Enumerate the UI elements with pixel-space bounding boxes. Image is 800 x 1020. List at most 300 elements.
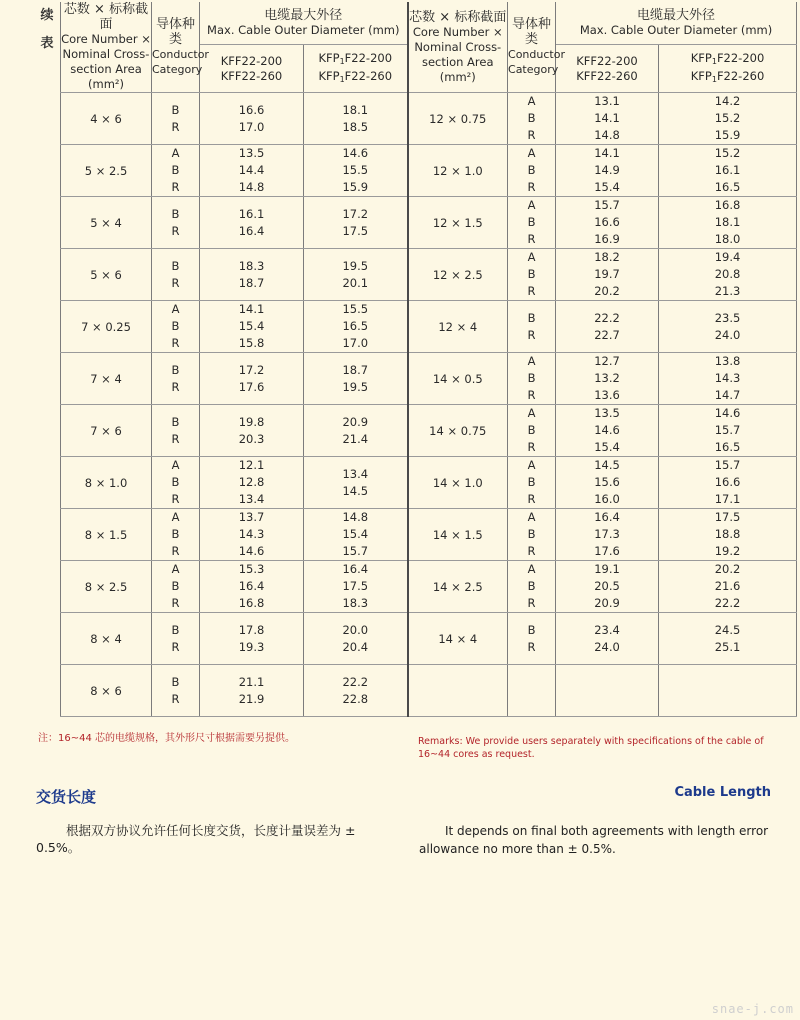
diameter-kff-cell xyxy=(556,665,659,717)
diameter-value: 13.5 xyxy=(238,146,265,160)
diameter-value: 14.4 xyxy=(238,163,265,177)
diameter-value: 12.1 xyxy=(238,458,265,472)
diameter-value: 12.7 xyxy=(594,354,620,368)
table-row xyxy=(61,93,797,145)
conductor-category: B xyxy=(527,310,536,325)
diameter-kfp-cell xyxy=(659,561,797,613)
conductor-category: B xyxy=(527,267,536,281)
diameter-value: 16.1 xyxy=(714,163,741,177)
conductor-category: R xyxy=(171,180,180,194)
diameter-value: 16.4 xyxy=(594,510,620,524)
cable-length-body-en: It depends on final both agreements with length error allowance no more than ± 0.5%. xyxy=(419,824,769,856)
diameter-value: 15.4 xyxy=(342,527,369,541)
conductor-category: B xyxy=(171,258,180,273)
conductor-category: R xyxy=(527,596,536,610)
diameter-value: 20.2 xyxy=(594,284,620,298)
conductor-category: R xyxy=(527,180,536,194)
table-row xyxy=(61,457,797,509)
conductor-category: R xyxy=(171,379,180,394)
diameter-value: 19.1 xyxy=(594,562,620,576)
diameter-kfp-cell xyxy=(304,145,408,197)
diameter-kff-cell xyxy=(556,93,659,145)
diameter-value: 13.7 xyxy=(238,510,265,524)
conductor-category: B xyxy=(527,622,536,637)
diameter-value: 22.2 xyxy=(594,310,620,325)
header-model-kfp-left: $KFP_1F22-200$ $KFP_1F22-260$ xyxy=(304,45,408,93)
diameter-kfp-cell xyxy=(304,197,408,249)
conductor-category: B xyxy=(171,414,180,429)
diameter-value: 12.8 xyxy=(238,475,265,489)
diameter-value: 22.7 xyxy=(594,327,620,342)
diameter-kfp-cell xyxy=(659,145,797,197)
diameter-value: 13.6 xyxy=(594,388,620,402)
core-size-cell: 4 × 6 xyxy=(61,93,152,145)
cable-length-body-zh: 根据双方协议允许任何长度交货，长度计量误差为 ± 0.5%。 xyxy=(36,823,356,855)
diameter-kfp-cell xyxy=(304,353,408,405)
diameter-value: 14.3 xyxy=(238,527,265,541)
diameter-kfp-cell xyxy=(659,405,797,457)
diameter-kff-cell xyxy=(200,353,304,405)
diameter-value: 24.5 xyxy=(714,622,741,637)
diameter-value: 14.5 xyxy=(342,483,369,498)
conductor-category: B xyxy=(171,102,180,117)
core-size-cell: 14 × 2.5 xyxy=(408,561,508,613)
conductor-category-cell xyxy=(152,457,200,509)
diameter-value: 15.7 xyxy=(342,544,369,558)
conductor-category: A xyxy=(527,458,536,472)
diameter-kfp-cell xyxy=(659,457,797,509)
conductor-category-cell xyxy=(508,665,556,717)
core-size-cell: 12 × 0.75 xyxy=(408,93,508,145)
diameter-value: 13.8 xyxy=(714,354,741,368)
core-size-cell: 7 × 6 xyxy=(61,405,152,457)
diameter-kff-cell xyxy=(556,457,659,509)
diameter-value: 15.4 xyxy=(238,319,265,333)
header-model-kff-left: KFF22-200 KFF22-260 xyxy=(200,45,304,93)
diameter-value: 15.4 xyxy=(594,180,620,194)
diameter-value: 20.4 xyxy=(342,639,369,654)
conductor-category: B xyxy=(171,527,180,541)
conductor-category: R xyxy=(171,544,180,558)
diameter-value: 19.8 xyxy=(238,414,265,429)
conductor-category-cell xyxy=(152,613,200,665)
table-row xyxy=(61,613,797,665)
diameter-value: 16.6 xyxy=(714,475,741,489)
conductor-category: B xyxy=(171,362,180,377)
conductor-category-cell xyxy=(152,665,200,717)
diameter-kff-cell xyxy=(556,613,659,665)
diameter-kfp-cell xyxy=(304,665,408,717)
diameter-value: 14.3 xyxy=(714,371,741,385)
diameter-kff-cell xyxy=(200,93,304,145)
diameter-value: 19.5 xyxy=(342,258,369,273)
diameter-value: 21.6 xyxy=(714,579,741,593)
diameter-value: 14.8 xyxy=(342,510,369,524)
conductor-category-cell xyxy=(152,405,200,457)
conductor-category: B xyxy=(527,111,536,125)
diameter-value: 19.4 xyxy=(714,250,741,264)
header-conductor-right: 导体种类 Conductor Category xyxy=(508,2,556,93)
header-model-kff-right: KFF22-200 KFF22-260 xyxy=(556,45,659,93)
diameter-value: 15.5 xyxy=(342,163,369,177)
conductor-category-cell xyxy=(508,457,556,509)
diameter-kff-cell xyxy=(200,249,304,301)
conductor-category: B xyxy=(527,527,536,541)
header-model-kfp-right: $KFP_1F22-200$ $KFP_1F22-260$ xyxy=(659,45,797,93)
diameter-value: 14.2 xyxy=(714,94,741,108)
diameter-value: 14.6 xyxy=(594,423,620,437)
conductor-category: B xyxy=(171,475,180,489)
diameter-value: 19.3 xyxy=(238,639,265,654)
diameter-kfp-cell xyxy=(304,457,408,509)
diameter-value: 13.5 xyxy=(594,406,620,420)
diameter-value: 19.5 xyxy=(342,379,369,394)
diameter-kff-cell xyxy=(200,509,304,561)
diameter-value: 18.2 xyxy=(594,250,620,264)
diameter-value: 14.8 xyxy=(594,128,620,142)
conductor-category: R xyxy=(527,128,536,142)
diameter-value: 16.4 xyxy=(238,579,265,593)
diameter-value: 18.3 xyxy=(238,258,265,273)
diameter-value: 18.1 xyxy=(714,215,741,229)
diameter-value: 18.3 xyxy=(342,596,369,610)
conductor-category: A xyxy=(527,146,536,160)
conductor-category-cell xyxy=(508,353,556,405)
core-size-cell: 12 × 2.5 xyxy=(408,249,508,301)
diameter-value: 20.5 xyxy=(594,579,620,593)
conductor-category: A xyxy=(527,406,536,420)
header-diameter-left: 电缆最大外径 Max. Cable Outer Diameter (mm) xyxy=(200,2,408,45)
conductor-category: R xyxy=(171,336,180,350)
diameter-kff-cell xyxy=(200,457,304,509)
conductor-category: R xyxy=(171,223,180,238)
core-size-cell: 8 × 4 xyxy=(61,613,152,665)
conductor-category: B xyxy=(527,579,536,593)
diameter-kff-cell xyxy=(556,301,659,353)
conductor-category-cell xyxy=(152,145,200,197)
core-size-cell: 5 × 2.5 xyxy=(61,145,152,197)
diameter-kfp-cell xyxy=(304,93,408,145)
diameter-kff-cell xyxy=(556,405,659,457)
footnote-en: Remarks: We provide users separately with specifications of the cable of 16~44 cores as request. xyxy=(418,736,764,760)
conductor-category: R xyxy=(171,275,180,290)
core-size-cell: 5 × 6 xyxy=(61,249,152,301)
table-row xyxy=(61,561,797,613)
conductor-category-cell xyxy=(508,197,556,249)
conductor-category: B xyxy=(527,423,536,437)
diameter-value: 20.9 xyxy=(594,596,620,610)
diameter-value: 13.4 xyxy=(342,466,369,481)
diameter-value: 18.0 xyxy=(714,232,741,246)
diameter-kfp-cell xyxy=(304,405,408,457)
conductor-category: R xyxy=(527,440,536,454)
diameter-value: 15.7 xyxy=(594,198,620,212)
diameter-kff-cell xyxy=(200,405,304,457)
conductor-category: B xyxy=(527,163,536,177)
diameter-value: 18.8 xyxy=(714,527,741,541)
diameter-kff-cell xyxy=(200,145,304,197)
conductor-category: A xyxy=(171,510,180,524)
diameter-value: 16.8 xyxy=(714,198,741,212)
diameter-kfp-cell xyxy=(659,353,797,405)
conductor-category-cell xyxy=(508,301,556,353)
core-size-cell: 8 × 1.5 xyxy=(61,509,152,561)
diameter-value: 17.2 xyxy=(342,206,369,221)
diameter-value: 14.1 xyxy=(238,302,265,316)
diameter-value: 16.6 xyxy=(594,215,620,229)
conductor-category: R xyxy=(171,431,180,446)
diameter-kff-cell xyxy=(556,249,659,301)
diameter-kfp-cell xyxy=(659,93,797,145)
table-row xyxy=(61,301,797,353)
conductor-category: A xyxy=(527,94,536,108)
diameter-value: 17.1 xyxy=(714,492,741,506)
cable-length-title-zh: 交货长度 xyxy=(36,788,97,806)
diameter-value: 17.5 xyxy=(714,510,741,524)
table-row xyxy=(61,353,797,405)
diameter-value: 23.5 xyxy=(714,310,741,325)
diameter-value: 15.3 xyxy=(238,562,265,576)
core-size-cell: 12 × 4 xyxy=(408,301,508,353)
diameter-kfp-cell xyxy=(659,509,797,561)
diameter-value: 14.5 xyxy=(594,458,620,472)
diameter-kff-cell xyxy=(200,197,304,249)
diameter-value: 17.2 xyxy=(238,362,265,377)
core-size-cell: 12 × 1.5 xyxy=(408,197,508,249)
diameter-value: 16.0 xyxy=(594,492,620,506)
conductor-category: A xyxy=(527,250,536,264)
conductor-category: R xyxy=(527,327,536,342)
diameter-value: 21.3 xyxy=(714,284,741,298)
conductor-category-cell xyxy=(508,561,556,613)
diameter-value: 17.6 xyxy=(594,544,620,558)
conductor-category-cell xyxy=(152,93,200,145)
watermark: snae-j.com xyxy=(711,1002,794,1016)
diameter-value: 22.2 xyxy=(714,596,741,610)
diameter-value: 14.7 xyxy=(714,388,741,402)
diameter-kff-cell xyxy=(556,509,659,561)
conductor-category-cell xyxy=(508,405,556,457)
diameter-value: 17.0 xyxy=(238,119,265,134)
footnote-zh: 注：16~44 芯的电缆规格，其外形尺寸根据需要另提供。 xyxy=(38,733,296,744)
diameter-value: 16.6 xyxy=(238,102,265,117)
conductor-category: R xyxy=(171,492,180,506)
diameter-value: 20.9 xyxy=(342,414,369,429)
core-size-cell: 8 × 2.5 xyxy=(61,561,152,613)
core-size-cell: 14 × 4 xyxy=(408,613,508,665)
conductor-category-cell xyxy=(508,509,556,561)
conductor-category: R xyxy=(171,596,180,610)
conductor-category-cell xyxy=(508,249,556,301)
header-core-left: 芯数 × 标称截面 Core Number × Nominal Cross- section Area (mm²) xyxy=(61,2,151,91)
table-row xyxy=(61,665,797,717)
diameter-value: 22.8 xyxy=(342,691,369,706)
conductor-category: B xyxy=(171,319,180,333)
core-size-cell: 8 × 1.0 xyxy=(61,457,152,509)
core-size-cell: 5 × 4 xyxy=(61,197,152,249)
diameter-kfp-cell xyxy=(304,249,408,301)
core-size-cell: 14 × 0.5 xyxy=(408,353,508,405)
table-row xyxy=(61,249,797,301)
conductor-category: A xyxy=(171,146,180,160)
conductor-category: B xyxy=(171,579,180,593)
conductor-category: A xyxy=(527,562,536,576)
conductor-category: B xyxy=(527,215,536,229)
diameter-value: 17.3 xyxy=(594,527,620,541)
core-size-cell: 8 × 6 xyxy=(61,665,152,717)
diameter-value: 16.5 xyxy=(714,440,741,454)
conductor-category: R xyxy=(527,544,536,558)
diameter-value: 15.7 xyxy=(714,458,741,472)
conductor-category: A xyxy=(171,458,180,472)
diameter-kff-cell xyxy=(556,561,659,613)
diameter-value: 16.5 xyxy=(342,319,369,333)
conductor-category: R xyxy=(171,639,180,654)
diameter-value: 14.6 xyxy=(342,146,369,160)
continued-table-label: 续 表 xyxy=(40,8,54,51)
conductor-category: R xyxy=(171,119,180,134)
diameter-value: 15.4 xyxy=(594,440,620,454)
diameter-value: 19.7 xyxy=(594,267,620,281)
diameter-value: 18.7 xyxy=(342,362,369,377)
diameter-kfp-cell xyxy=(659,197,797,249)
conductor-category: A xyxy=(527,198,536,212)
conductor-category-cell xyxy=(152,197,200,249)
diameter-value: 14.9 xyxy=(594,163,620,177)
core-size-cell xyxy=(408,665,508,717)
diameter-value: 15.2 xyxy=(714,146,741,160)
diameter-kff-cell xyxy=(556,353,659,405)
diameter-value: 20.2 xyxy=(714,562,741,576)
diameter-value: 15.7 xyxy=(714,423,741,437)
conductor-category: R xyxy=(527,232,536,246)
diameter-value: 16.4 xyxy=(342,562,369,576)
conductor-category: R xyxy=(527,639,536,654)
core-size-cell: 14 × 1.5 xyxy=(408,509,508,561)
table-body xyxy=(61,93,797,717)
diameter-kfp-cell xyxy=(659,613,797,665)
diameter-value: 14.6 xyxy=(238,544,265,558)
conductor-category: B xyxy=(171,163,180,177)
conductor-category: R xyxy=(527,388,536,402)
diameter-kfp-cell xyxy=(659,301,797,353)
diameter-value: 15.2 xyxy=(714,111,741,125)
header-row-1 xyxy=(61,2,797,45)
cable-spec-table xyxy=(60,2,797,717)
diameter-kff-cell xyxy=(200,561,304,613)
diameter-value: 15.9 xyxy=(714,128,741,142)
diameter-value: 17.0 xyxy=(342,336,369,350)
diameter-value: 13.2 xyxy=(594,371,620,385)
conductor-category-cell xyxy=(152,561,200,613)
core-size-cell: 14 × 1.0 xyxy=(408,457,508,509)
diameter-value: 18.5 xyxy=(342,119,369,134)
diameter-value: 21.4 xyxy=(342,431,369,446)
header-core-right: 芯数 × 标称截面 Core Number × Nominal Cross- section Area (mm²) xyxy=(408,2,508,93)
diameter-value: 17.5 xyxy=(342,223,369,238)
diameter-kfp-cell xyxy=(304,561,408,613)
diameter-value: 22.2 xyxy=(342,674,369,689)
header-conductor-left: 导体种类 Conductor Category xyxy=(152,2,200,93)
conductor-category: R xyxy=(527,492,536,506)
diameter-value: 14.1 xyxy=(594,146,620,160)
diameter-value: 17.6 xyxy=(238,379,265,394)
table-row xyxy=(61,145,797,197)
diameter-value: 20.0 xyxy=(342,622,369,637)
core-size-cell: 14 × 0.75 xyxy=(408,405,508,457)
diameter-kfp-cell xyxy=(304,509,408,561)
diameter-value: 21.9 xyxy=(238,691,265,706)
header-diameter-right: 电缆最大外径 Max. Cable Outer Diameter (mm) xyxy=(556,2,797,45)
conductor-category-cell xyxy=(508,93,556,145)
diameter-kff-cell xyxy=(200,665,304,717)
conductor-category: B xyxy=(527,475,536,489)
diameter-value: 15.9 xyxy=(342,180,369,194)
diameter-value: 17.5 xyxy=(342,579,369,593)
diameter-value: 25.1 xyxy=(714,639,741,654)
core-size-cell: 12 × 1.0 xyxy=(408,145,508,197)
conductor-category-cell xyxy=(508,613,556,665)
diameter-value: 21.1 xyxy=(238,674,265,689)
diameter-kfp-cell xyxy=(304,613,408,665)
core-size-cell: 7 × 4 xyxy=(61,353,152,405)
diameter-value: 20.3 xyxy=(238,431,265,446)
diameter-value: 16.4 xyxy=(238,223,265,238)
conductor-category-cell xyxy=(152,353,200,405)
conductor-category: B xyxy=(171,622,180,637)
diameter-value: 19.2 xyxy=(714,544,741,558)
diameter-value: 16.5 xyxy=(714,180,741,194)
conductor-category: B xyxy=(527,371,536,385)
diameter-value: 18.7 xyxy=(238,275,265,290)
diameter-kfp-cell xyxy=(304,301,408,353)
conductor-category: A xyxy=(527,354,536,368)
diameter-value: 23.4 xyxy=(594,622,620,637)
diameter-value: 18.1 xyxy=(342,102,369,117)
conductor-category: R xyxy=(527,284,536,298)
diameter-value: 20.1 xyxy=(342,275,369,290)
conductor-category-cell xyxy=(152,301,200,353)
diameter-value: 24.0 xyxy=(594,639,620,654)
diameter-value: 16.8 xyxy=(238,596,265,610)
diameter-kff-cell xyxy=(200,301,304,353)
diameter-kfp-cell xyxy=(659,665,797,717)
conductor-category: A xyxy=(527,510,536,524)
conductor-category: A xyxy=(171,562,180,576)
table-row xyxy=(61,509,797,561)
conductor-category-cell xyxy=(152,509,200,561)
diameter-kfp-cell xyxy=(659,249,797,301)
diameter-value: 14.8 xyxy=(238,180,265,194)
diameter-value: 15.8 xyxy=(238,336,265,350)
diameter-value: 16.9 xyxy=(594,232,620,246)
diameter-value: 15.5 xyxy=(342,302,369,316)
diameter-value: 20.8 xyxy=(714,267,741,281)
core-size-cell: 7 × 0.25 xyxy=(61,301,152,353)
diameter-value: 17.8 xyxy=(238,622,265,637)
diameter-value: 24.0 xyxy=(714,327,741,342)
conductor-category: R xyxy=(171,691,180,706)
conductor-category: B xyxy=(171,674,180,689)
conductor-category: B xyxy=(171,206,180,221)
conductor-category: A xyxy=(171,302,180,316)
conductor-category-cell xyxy=(508,145,556,197)
diameter-value: 14.1 xyxy=(594,111,620,125)
diameter-value: 16.1 xyxy=(238,206,265,221)
diameter-value: 13.4 xyxy=(238,492,265,506)
table-row xyxy=(61,197,797,249)
conductor-category-cell xyxy=(152,249,200,301)
